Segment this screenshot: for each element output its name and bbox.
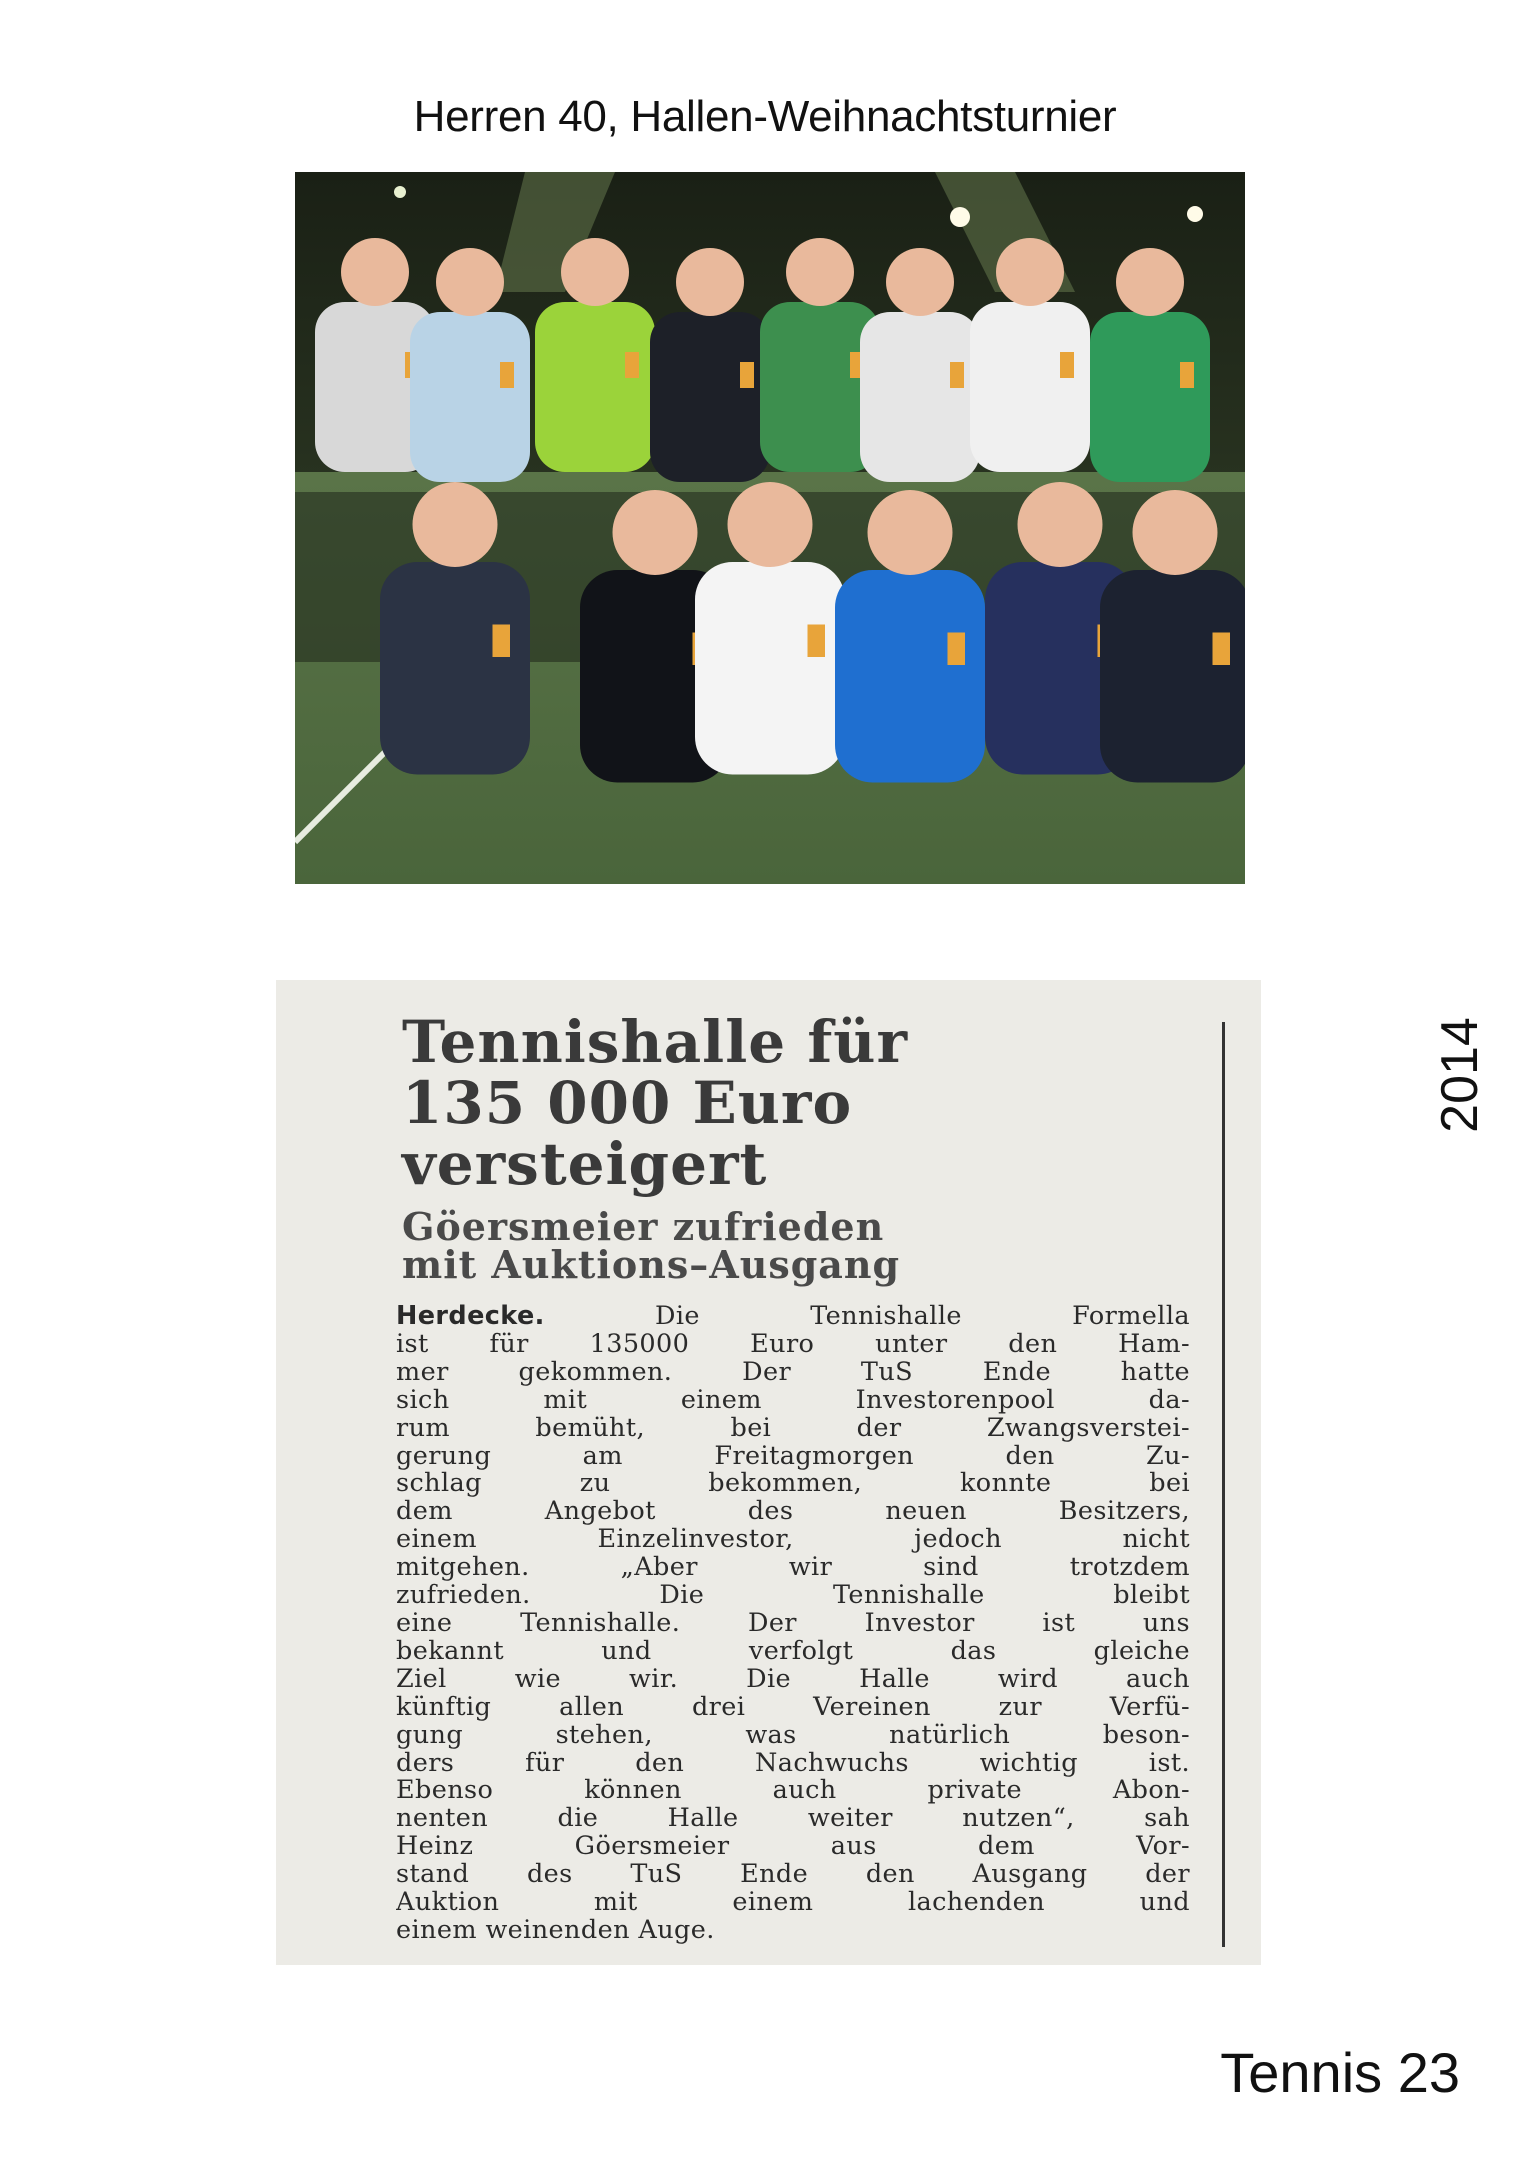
- body-line: mitgehen. „Aber wir sind trotzdem: [396, 1554, 1190, 1583]
- clipping-headline: [402, 1008, 1212, 1198]
- page-label: Tennis 23: [1220, 2041, 1460, 2104]
- body-line: mer gekommen. Der TuS Ende hatte: [396, 1358, 1190, 1387]
- body-line: Auktion mit einem lachenden und: [396, 1889, 1190, 1917]
- body-line: einem Einzelinvestor, jedoch nicht: [396, 1526, 1190, 1555]
- body-line: künftig allen drei Vereinen zur Verfü-: [396, 1693, 1190, 1722]
- headline-line: 135 000 Euro: [402, 1069, 853, 1137]
- body-line: ders für den Nachwuchs wichtig ist.: [396, 1749, 1190, 1778]
- body-line: gerung am Freitagmorgen den Zu-: [396, 1442, 1190, 1471]
- body-line: Heinz Göersmeier aus dem Vor-: [396, 1833, 1190, 1862]
- body-line: schlag zu bekommen, konnte bei: [396, 1470, 1190, 1499]
- body-line: zufrieden. Die Tennishalle bleibt: [396, 1582, 1190, 1610]
- photo-caption: Herren 40, Hallen-Weihnachtsturnier: [413, 92, 1117, 141]
- body-line-text: Die Tennishalle Formella: [544, 1303, 1190, 1331]
- body-line: nenten die Halle weiter nutzen“, sah: [396, 1805, 1190, 1834]
- body-line: bekannt und verfolgt das gleiche: [396, 1637, 1190, 1666]
- headline-line: Tennishalle für: [402, 1008, 909, 1076]
- team-photo-illustration: [295, 172, 1245, 884]
- team-photo: [295, 172, 1245, 884]
- body-line: stand des TuS Ende den Ausgang der: [396, 1861, 1190, 1890]
- body-line: gung stehen, was natürlich beson-: [396, 1721, 1190, 1750]
- body-line: dem Angebot des neuen Besitzers,: [396, 1498, 1190, 1527]
- year-text: 2014: [1431, 1017, 1489, 1133]
- body-line: eine Tennishalle. Der Investor ist uns: [396, 1609, 1190, 1638]
- headline-line: versteigert: [402, 1130, 768, 1198]
- body-line: einem weinenden Auge.: [396, 1916, 715, 1945]
- clipping-subheadline: [402, 1204, 1212, 1287]
- body-line: rum bemüht, bei der Zwangsverstei-: [396, 1414, 1190, 1443]
- clipping-body: [396, 1303, 1190, 1945]
- year-label: [1430, 1005, 1490, 1145]
- body-line: sich mit einem Investorenpool da-: [396, 1386, 1190, 1415]
- newspaper-clipping: [276, 980, 1261, 1965]
- dateline: Herdecke.: [396, 1303, 545, 1331]
- subhead-line: Göersmeier zufrieden: [402, 1204, 885, 1249]
- column-rule: [1222, 1022, 1225, 1947]
- body-line: ist für 135000 Euro unter den Ham-: [396, 1330, 1190, 1359]
- body-line: Ziel wie wir. Die Halle wird auch: [396, 1665, 1190, 1694]
- body-line: [396, 1303, 1190, 1331]
- subhead-line: mit Auktions–Ausgang: [402, 1242, 901, 1287]
- body-line: Ebenso können auch private Abon-: [396, 1777, 1190, 1806]
